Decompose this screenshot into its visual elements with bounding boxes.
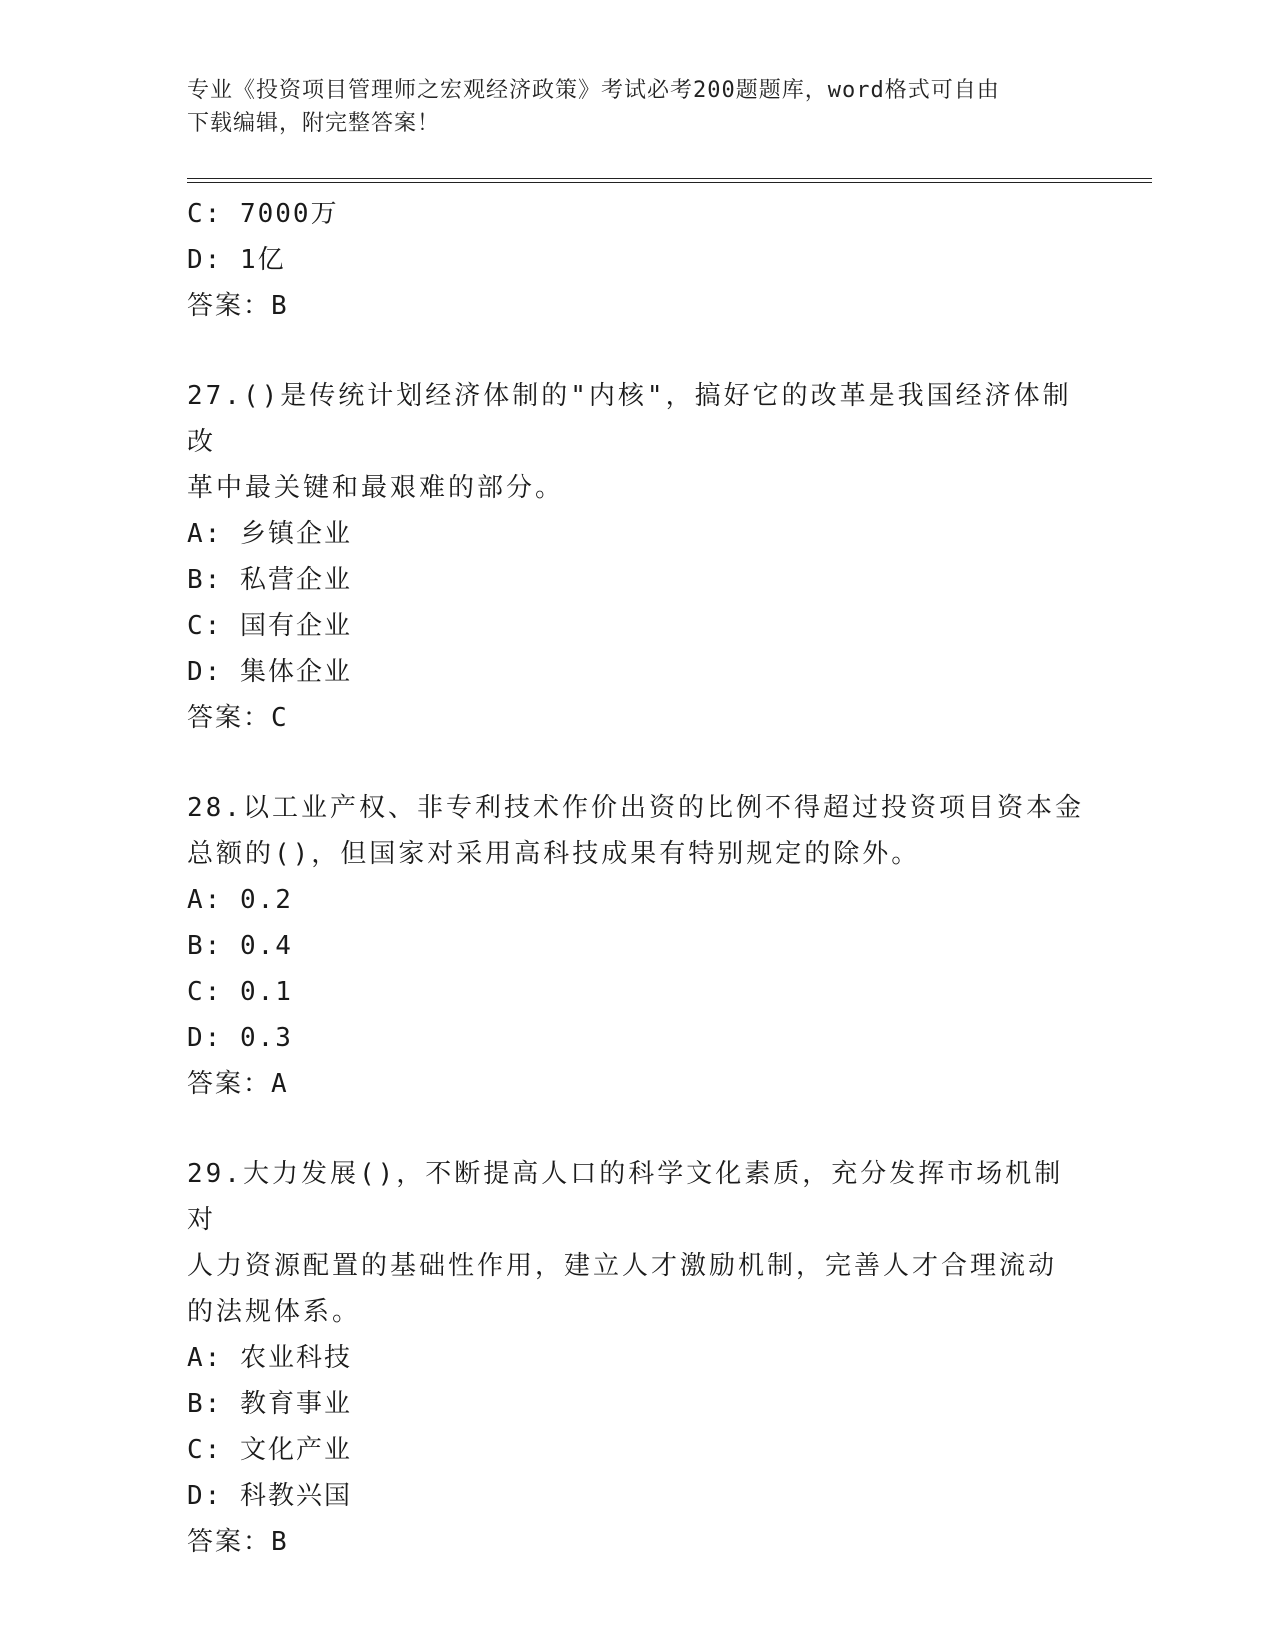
header-line-1: 专业《投资项目管理师之宏观经济政策》考试必考200题题库，word格式可自由	[187, 78, 1000, 103]
question-stem-line: 29.大力发展()，不断提高人口的科学文化素质，充分发挥市场机制对	[187, 1159, 1064, 1235]
option-b: B: 0.4	[187, 931, 293, 961]
answer-line: 答案：B	[187, 1527, 289, 1557]
question-stem-line: 27.()是传统计划经济体制的"内核"，搞好它的改革是我国经济体制改	[187, 381, 1072, 457]
option-d: D: 科教兴国	[187, 1481, 352, 1511]
answer-line: 答案：B	[187, 291, 289, 321]
header-divider-top	[187, 178, 1152, 179]
question-stem-line: 总额的()，但国家对采用高科技成果有特别规定的除外。	[187, 839, 921, 869]
option-c: C: 国有企业	[187, 611, 352, 641]
option-d: D: 集体企业	[187, 657, 352, 687]
answer-line: 答案：C	[187, 703, 289, 733]
option-c: C: 0.1	[187, 977, 293, 1007]
question-stem-line: 人力资源配置的基础性作用，建立人才激励机制，完善人才合理流动	[187, 1251, 1058, 1281]
question-stem-line: 革中最关键和最艰难的部分。	[187, 473, 565, 503]
question-list	[187, 191, 1087, 1565]
option-b: B: 教育事业	[187, 1389, 352, 1419]
option-b: B: 私营企业	[187, 565, 352, 595]
header-line-2: 下载编辑，附完整答案！	[187, 111, 441, 136]
option-c: C: 文化产业	[187, 1435, 352, 1465]
option-d: D: 1亿	[187, 245, 286, 275]
option-d: D: 0.3	[187, 1023, 293, 1053]
question-stem-line: 的法规体系。	[187, 1297, 362, 1327]
question-stem-line: 28.以工业产权、非专利技术作价出资的比例不得超过投资项目资本金	[187, 793, 1084, 823]
option-c: C: 7000万	[187, 199, 339, 229]
question-27	[187, 373, 1087, 741]
header-divider-bottom	[187, 182, 1152, 183]
question-fragment	[187, 191, 1087, 329]
option-a: A: 0.2	[187, 885, 293, 915]
option-a: A: 农业科技	[187, 1343, 352, 1373]
option-a: A: 乡镇企业	[187, 519, 352, 549]
answer-line: 答案：A	[187, 1069, 289, 1099]
question-28	[187, 785, 1087, 1107]
question-29	[187, 1151, 1087, 1565]
document-header	[187, 74, 1067, 140]
